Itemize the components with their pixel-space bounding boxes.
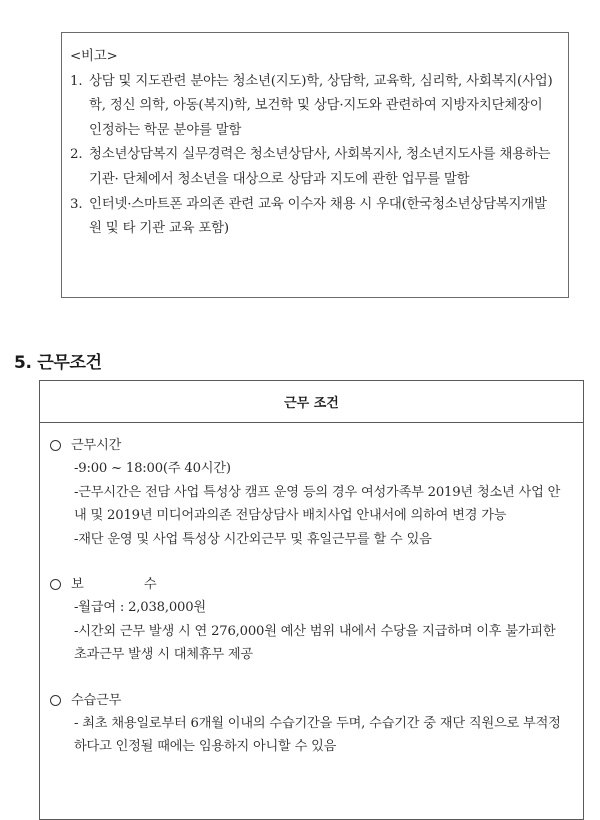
list-item [48,712,583,759]
remarks-box [61,32,569,298]
list-item-text: -월급여 : 2,038,000원 [74,600,206,616]
remarks-item-number: 2. [70,147,83,163]
remarks-item [70,70,568,144]
list-item-text: - 최초 채용일로부터 6개월 이내의 수습기간을 두며, 수습기간 중 재단 직원으로 부적정하다고 인정될 때에는 임용하지 아니할 수 있음 [74,716,561,755]
table-header: 근무 조건 [40,381,583,423]
remarks-item-text: 청소년상담복지 실무경력은 청소년상담사, 사회복지사, 청소년지도사를 채용하는 기관· 단체에서 청소년을 대상으로 상담과 지도에 관한 업무를 말함 [89,147,551,187]
work-conditions-table [39,380,584,820]
remarks-item-text: 인터넷·스마트폰 과의존 관련 교육 이수자 채용 시 우대(한국청소년상담복지개발원 및 타 기관 교육 포함) [89,196,547,237]
list-item [48,596,583,619]
condition-group-probation [48,689,583,759]
list-item-text: -9:00 ~ 18:00(주 40시간) [74,461,231,477]
remarks-item-number: 3. [70,196,83,212]
list-item-text: -시간외 근무 발생 시 연 276,000원 예산 범위 내에서 수당을 지급하며 이후 불가피한 초과근무 발생 시 대체휴무 제공 [74,623,556,663]
group-title [48,573,583,596]
remarks-item-text: 상담 및 지도관련 분야는 청소년(지도)학, 상담학, 교육학, 심리학, 사회복지(사업)학, 정신 의학, 아동(복지)학, 보건학 및 상담·지도와 관련하여 지방자치단체장이 인정하는 학문 분야를 말함 [89,73,553,138]
circle-bullet-icon [50,695,61,706]
group-title [48,434,583,457]
condition-group-hours [48,434,583,551]
remarks-item [70,143,568,192]
list-item [48,481,583,528]
list-item [48,457,583,480]
group-title-text: 보 수 [71,577,185,593]
list-item-text: -근무시간은 전담 사업 특성상 캠프 운영 등의 경우 여성가족부 2019년 청소년 사업 안내 및 2019년 미디어과의존 전담상담사 배치사업 안내서에 의하여 변경 가능 [74,484,561,524]
list-item-text: -재단 운영 및 사업 특성상 시간외근무 및 휴일근무를 할 수 있음 [74,531,432,547]
section-title: 5. 근무조건 [14,353,102,373]
list-item [48,620,583,667]
remarks-title: <비고> [70,49,118,64]
condition-group-pay [48,573,583,667]
table-body [40,423,583,759]
circle-bullet-icon [50,440,61,451]
group-title-text: 수습근무 [71,692,122,708]
list-item [48,528,583,551]
group-title-text: 근무시간 [71,438,122,453]
remarks-item [70,193,568,242]
circle-bullet-icon [50,579,61,590]
remarks-item-number: 1. [70,73,83,89]
group-title [48,689,583,712]
